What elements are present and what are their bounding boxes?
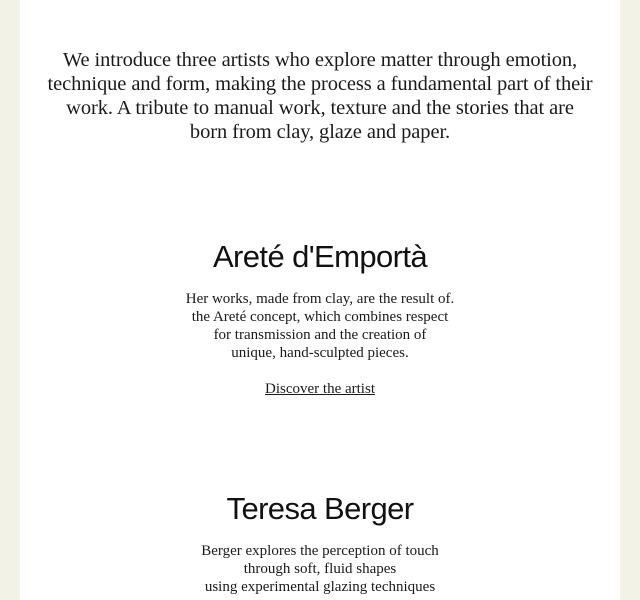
artist-description-line: the Areté concept, which combines respect [191,309,449,325]
artist-section-arete [20,238,620,398]
artist-description-line: for transmission and the creation of [213,327,427,343]
artist-description-line: Her works, made from clay, are the result of. [185,291,455,307]
artist-description [20,290,620,362]
artist-name: Areté d'Emportà [212,239,428,274]
artist-description-line: using experimental glazing techniques [204,579,436,595]
discover-artist-link[interactable]: Discover the artist [265,381,375,397]
artist-description [20,542,620,596]
artist-section-teresa-berger [20,490,620,596]
intro-text: We introduce three artists who explore matter through emotion, technique and form, making the process a fundamental part of their work. A tribute to manual work, texture and the stories that are born from clay, glaze and paper. [47,49,593,143]
page-content [20,0,620,600]
artist-description-line: through soft, fluid shapes [243,561,397,577]
artist-name: Teresa Berger [226,491,414,526]
artist-description-line: unique, hand-sculpted pieces. [231,345,409,361]
artist-description-line: Berger explores the perception of touch [201,543,439,559]
